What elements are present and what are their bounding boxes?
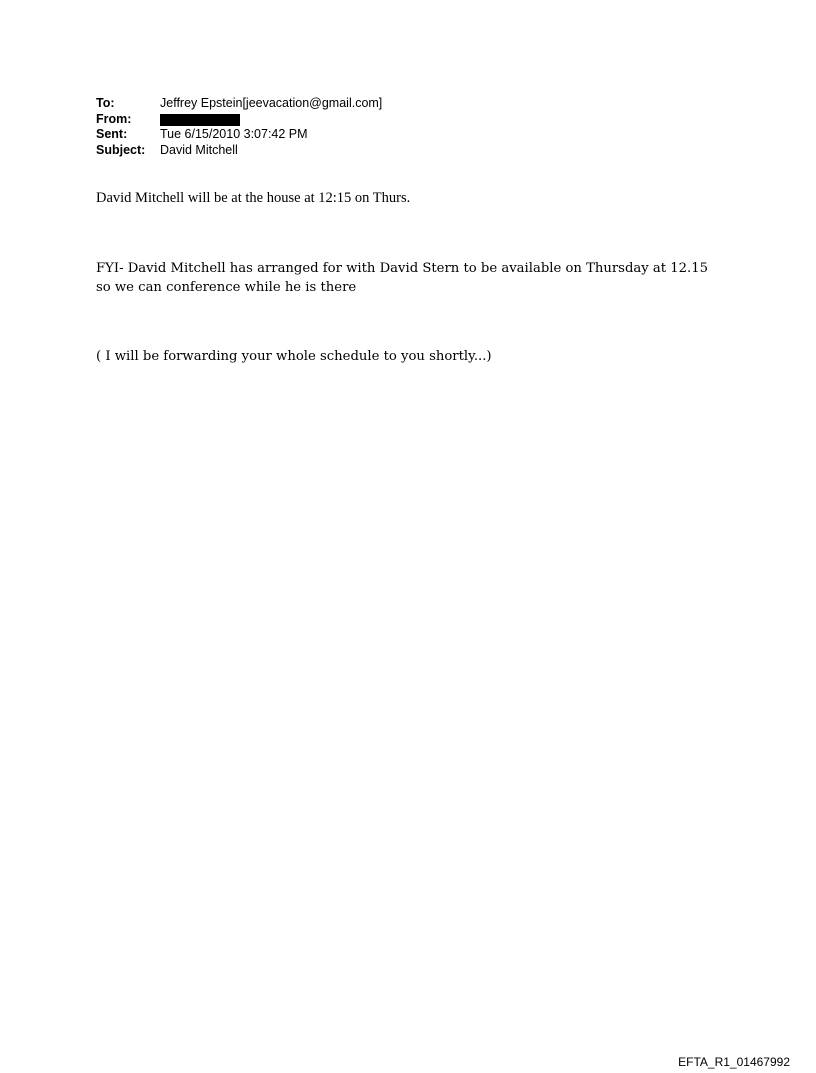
email-header — [96, 96, 382, 158]
from-label: From: — [96, 111, 132, 126]
to-row — [96, 96, 382, 112]
subject-value: David Mitchell — [160, 142, 238, 157]
body-paragraph-2 — [96, 259, 756, 297]
to-label: To: — [96, 96, 115, 110]
subject-label: Subject: — [96, 142, 146, 157]
body-paragraph-2-line-2: so we can conference while he is there — [96, 280, 357, 295]
redaction-box — [160, 114, 240, 126]
body-paragraph-1: David Mitchell will be at the house at 12:15 on Thurs. — [96, 190, 411, 206]
sent-label: Sent: — [96, 127, 128, 141]
to-value: Jeffrey Epstein[jeevacation@gmail.com] — [160, 96, 383, 110]
sent-row — [96, 127, 382, 143]
body-paragraph-2-line-1: FYI- David Mitchell has arranged for with David Stern to be available on Thursday at 12.15 — [96, 261, 709, 276]
subject-row — [96, 143, 382, 159]
document-id: EFTA_R1_01467992 — [678, 1055, 790, 1069]
sent-value: Tue 6/15/2010 3:07:42 PM — [160, 127, 308, 141]
body-paragraph-3: ( I will be forwarding your whole schedule to you shortly...) — [96, 349, 492, 364]
from-row — [96, 112, 382, 128]
